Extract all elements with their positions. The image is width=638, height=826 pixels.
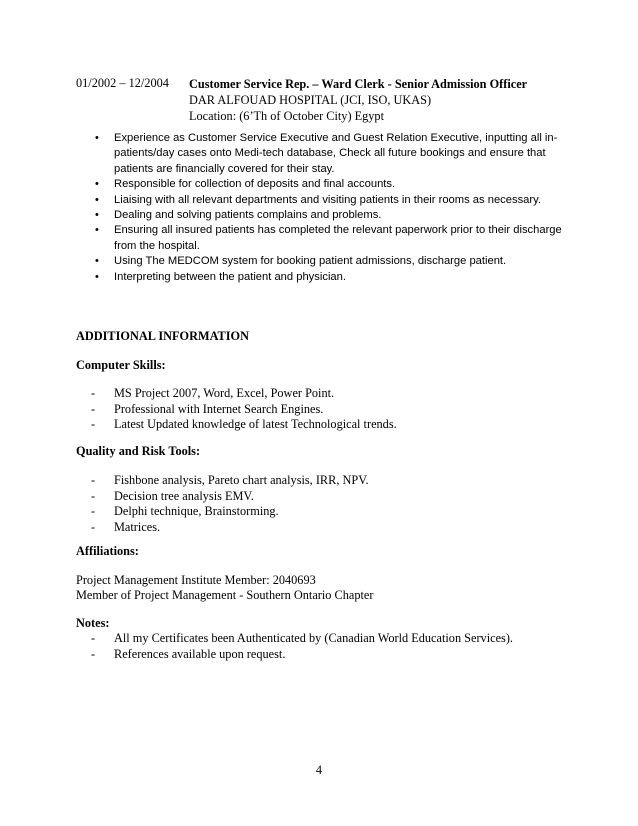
bullet-icon: •: [95, 255, 99, 268]
affiliation-line: Member of Project Management - Southern Ontario Chapter: [76, 588, 374, 603]
list-item: [76, 489, 369, 505]
dash-icon: -: [91, 473, 96, 487]
skill-text: Latest Updated knowledge of latest Technological trends.: [114, 417, 397, 432]
bullet-icon: •: [95, 209, 99, 222]
list-item: [95, 177, 575, 192]
duty-text: Liaising with all relevant departments and visiting patients in their rooms as necessary.: [114, 193, 541, 206]
list-item: [76, 386, 397, 402]
bullet-icon: •: [95, 178, 99, 191]
job-location: Location: (6’Th of October City) Egypt: [189, 109, 384, 123]
bullet-icon: •: [95, 132, 99, 144]
skill-text: Professional with Internet Search Engines.: [114, 401, 324, 416]
bullet-icon: •: [95, 193, 99, 206]
dash-icon: -: [91, 519, 96, 534]
duty-text: Experience as Customer Service Executive and Guest Relation Executive, inputting all in-patients/day cases onto Medi-tech database, Check all future bookings and ensure that patients are financially covered for their stay.: [114, 132, 558, 175]
list-item: [76, 631, 513, 647]
dash-icon: -: [91, 386, 96, 400]
dash-icon: -: [91, 631, 96, 645]
tool-text: Fishbone analysis, Pareto chart analysis, IRR, NPV.: [114, 473, 369, 487]
duty-text: Ensuring all insured patients has completed the relevant paperwork prior to their discharge from the hospital.: [114, 224, 562, 252]
quality-tools-heading: Quality and Risk Tools:: [76, 444, 201, 458]
tool-text: Delphi technique, Brainstorming.: [114, 504, 279, 519]
list-item: [95, 254, 575, 269]
tool-text: Decision tree analysis EMV.: [114, 488, 254, 503]
bullet-icon: •: [95, 224, 99, 237]
list-item: [95, 193, 575, 208]
list-item: [95, 208, 575, 223]
duty-text: Responsible for collection of deposits and final accounts.: [114, 178, 396, 191]
quality-tools-list: [76, 473, 369, 535]
dash-icon: -: [91, 504, 96, 519]
list-item: [76, 520, 369, 536]
list-item: [76, 402, 397, 418]
page-number: 4: [315, 763, 323, 777]
computer-skills-list: [76, 386, 397, 433]
dash-icon: -: [91, 401, 96, 416]
duty-text: Interpreting between the patient and physician.: [114, 270, 346, 283]
list-item: [95, 223, 575, 254]
list-item: [76, 647, 513, 663]
list-item: [76, 504, 369, 520]
additional-information-heading: ADDITIONAL INFORMATION: [76, 329, 249, 343]
dash-icon: -: [91, 417, 96, 432]
job-dates: 01/2002 – 12/2004: [76, 76, 169, 90]
list-item: [95, 270, 575, 285]
list-item: [76, 417, 397, 433]
computer-skills-heading: Computer Skills:: [76, 358, 166, 372]
job-title: Customer Service Rep. – Ward Clerk - Senior Admission Officer: [189, 77, 528, 91]
tool-text: Matrices.: [114, 519, 161, 534]
note-text: References available upon request.: [114, 646, 286, 661]
list-item: [76, 473, 369, 489]
notes-list: [76, 631, 513, 662]
dash-icon: -: [91, 646, 96, 661]
affiliations-heading: Affiliations:: [76, 544, 139, 558]
duty-text: Dealing and solving patients complains and problems.: [114, 209, 382, 222]
affiliation-line: Project Management Institute Member: 2040693: [76, 573, 316, 587]
bullet-icon: •: [95, 270, 99, 283]
note-text: All my Certificates been Authenticated by (Canadian World Education Services).: [114, 631, 513, 645]
job-details: [189, 76, 527, 124]
skill-text: MS Project 2007, Word, Excel, Power Point.: [114, 386, 335, 400]
notes-heading: Notes:: [76, 616, 110, 630]
affiliations-block: [76, 573, 373, 604]
job-duties-list: [95, 131, 575, 285]
job-employer: DAR ALFOUAD HOSPITAL (JCI, ISO, UKAS): [189, 93, 432, 107]
list-item: [95, 131, 575, 177]
duty-text: Using The MEDCOM system for booking patient admissions, discharge patient.: [114, 255, 507, 268]
dash-icon: -: [91, 488, 96, 503]
